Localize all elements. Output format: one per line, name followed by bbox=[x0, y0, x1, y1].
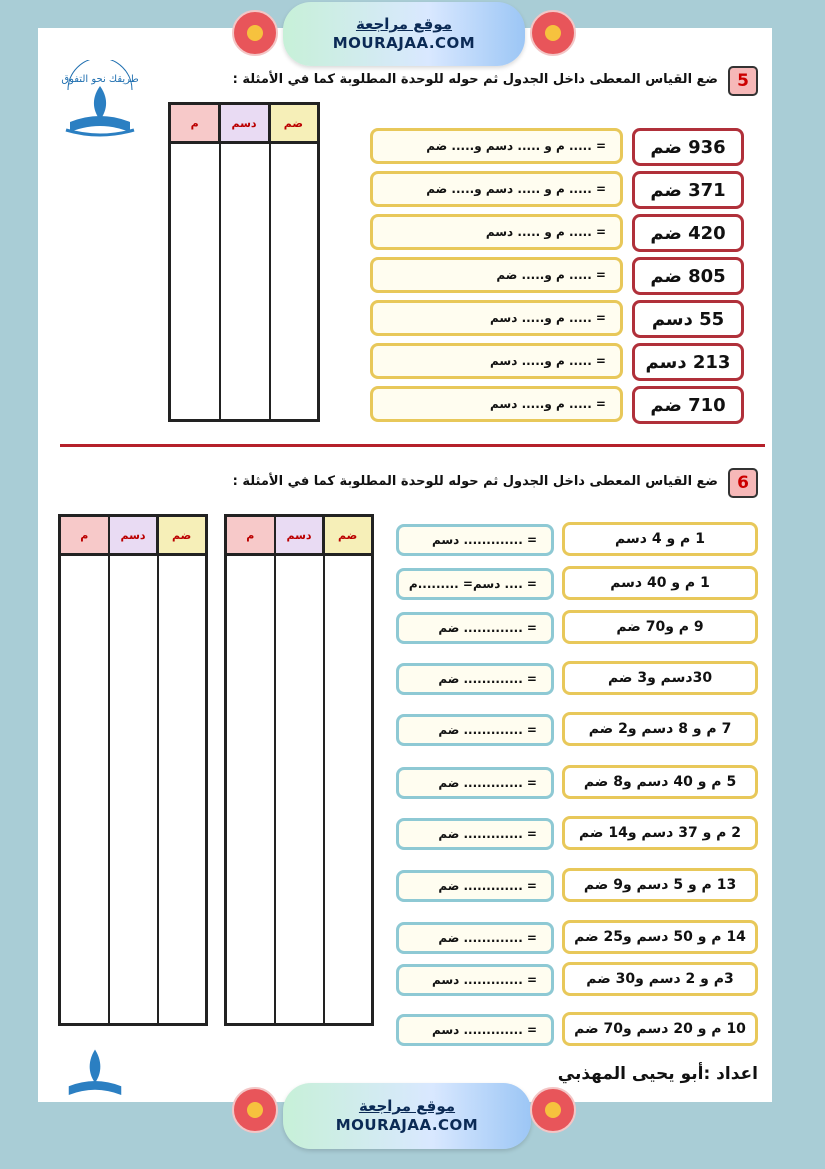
q6-answer-5[interactable]: = ............. ضم bbox=[396, 714, 554, 746]
q5-given-6: 213 دسم bbox=[632, 343, 744, 381]
q6-given-11: 10 م و 20 دسم و70 ضم bbox=[562, 1012, 758, 1046]
q6-answer-6[interactable]: = ............. ضم bbox=[396, 767, 554, 799]
question-5-number: 5 bbox=[728, 66, 758, 96]
q5-answer-table bbox=[168, 102, 320, 422]
school-logo-bottom-icon bbox=[60, 1032, 130, 1102]
q5-table-header-dsm: دسم bbox=[218, 105, 267, 141]
q6-given-3: 9 م و70 ضم bbox=[562, 610, 758, 644]
banner-top-arabic: موقع مراجعة bbox=[355, 15, 453, 33]
q5-answer-4[interactable]: = ..... م و..... ضم bbox=[370, 257, 623, 293]
q6-right-header-m: م bbox=[227, 517, 274, 553]
q6-answer-8[interactable]: = ............. ضم bbox=[396, 870, 554, 902]
q5-given-1: 936 ضم bbox=[632, 128, 744, 166]
q5-answer-1[interactable]: = ..... م و ..... دسم و..... ضم bbox=[370, 128, 623, 164]
worksheet-page bbox=[38, 28, 772, 1102]
logo-text: طريقك نحو التفوق bbox=[61, 74, 139, 85]
q5-given-4: 805 ضم bbox=[632, 257, 744, 295]
q6-given-4: 30دسم و3 ضم bbox=[562, 661, 758, 695]
q6-given-6: 5 م و 40 دسم و8 ضم bbox=[562, 765, 758, 799]
q6-answer-table-left bbox=[58, 514, 208, 1026]
site-banner-bottom[interactable] bbox=[283, 1083, 531, 1149]
site-badge-icon bbox=[232, 10, 278, 56]
q6-left-header-dsm: دسم bbox=[108, 517, 157, 553]
q5-given-5: 55 دسم bbox=[632, 300, 744, 338]
author-signature: اعداد :أبو يحيى المهذبي bbox=[557, 1064, 758, 1084]
q5-given-7: 710 ضم bbox=[632, 386, 744, 424]
q6-given-8: 13 م و 5 دسم و9 ضم bbox=[562, 868, 758, 902]
question-6-number: 6 bbox=[728, 468, 758, 498]
q6-answer-1[interactable]: = ............. دسم bbox=[396, 524, 554, 556]
site-banner-top[interactable] bbox=[283, 2, 525, 66]
q6-given-10: 3م و 2 دسم و30 ضم bbox=[562, 962, 758, 996]
q6-answer-10[interactable]: = ............. دسم bbox=[396, 964, 554, 996]
q5-table-header-dm: ضم bbox=[268, 105, 317, 141]
q6-answer-2[interactable]: = .... دسم= .........م bbox=[396, 568, 554, 600]
q6-answer-7[interactable]: = ............. ضم bbox=[396, 818, 554, 850]
q5-given-2: 371 ضم bbox=[632, 171, 744, 209]
q5-answer-5[interactable]: = ..... م و..... دسم bbox=[370, 300, 623, 336]
q6-answer-9[interactable]: = ............. ضم bbox=[396, 922, 554, 954]
site-badge-icon bbox=[232, 1087, 278, 1133]
school-logo-icon bbox=[60, 60, 140, 140]
q6-answer-4[interactable]: = ............. ضم bbox=[396, 663, 554, 695]
q6-given-1: 1 م و 4 دسم bbox=[562, 522, 758, 556]
q5-answer-3[interactable]: = ..... م و ..... دسم bbox=[370, 214, 623, 250]
q6-given-9: 14 م و 50 دسم و25 ضم bbox=[562, 920, 758, 954]
q6-left-header-dm: ضم bbox=[156, 517, 205, 553]
q6-left-header-m: م bbox=[61, 517, 108, 553]
site-badge-icon bbox=[530, 1087, 576, 1133]
banner-bottom-english: MOURAJAA.COM bbox=[335, 1116, 479, 1134]
q5-answer-6[interactable]: = ..... م و..... دسم bbox=[370, 343, 623, 379]
q6-right-header-dsm: دسم bbox=[274, 517, 323, 553]
q6-given-5: 7 م و 8 دسم و2 ضم bbox=[562, 712, 758, 746]
q6-right-header-dm: ضم bbox=[322, 517, 371, 553]
q5-answer-7[interactable]: = ..... م و..... دسم bbox=[370, 386, 623, 422]
q6-given-2: 1 م و 40 دسم bbox=[562, 566, 758, 600]
q6-answer-3[interactable]: = ............. ضم bbox=[396, 612, 554, 644]
q6-given-7: 2 م و 37 دسم و14 ضم bbox=[562, 816, 758, 850]
banner-top-english: MOURAJAA.COM bbox=[332, 34, 476, 52]
banner-bottom-arabic: موقع مراجعة bbox=[358, 1097, 456, 1115]
site-badge-icon bbox=[530, 10, 576, 56]
q5-table-header-m: م bbox=[171, 105, 218, 141]
q5-answer-2[interactable]: = ..... م و ..... دسم و..... ضم bbox=[370, 171, 623, 207]
q6-answer-table-right bbox=[224, 514, 374, 1026]
section-divider bbox=[60, 444, 765, 447]
q5-given-3: 420 ضم bbox=[632, 214, 744, 252]
question-6-instruction: ضع القياس المعطى داخل الجدول ثم حوله للوحدة المطلوبة كما في الأمثلة : bbox=[232, 474, 718, 489]
q6-answer-11[interactable]: = ............. دسم bbox=[396, 1014, 554, 1046]
question-5-instruction: ضع القياس المعطى داخل الجدول ثم حوله للوحدة المطلوبة كما في الأمثلة : bbox=[232, 72, 718, 87]
